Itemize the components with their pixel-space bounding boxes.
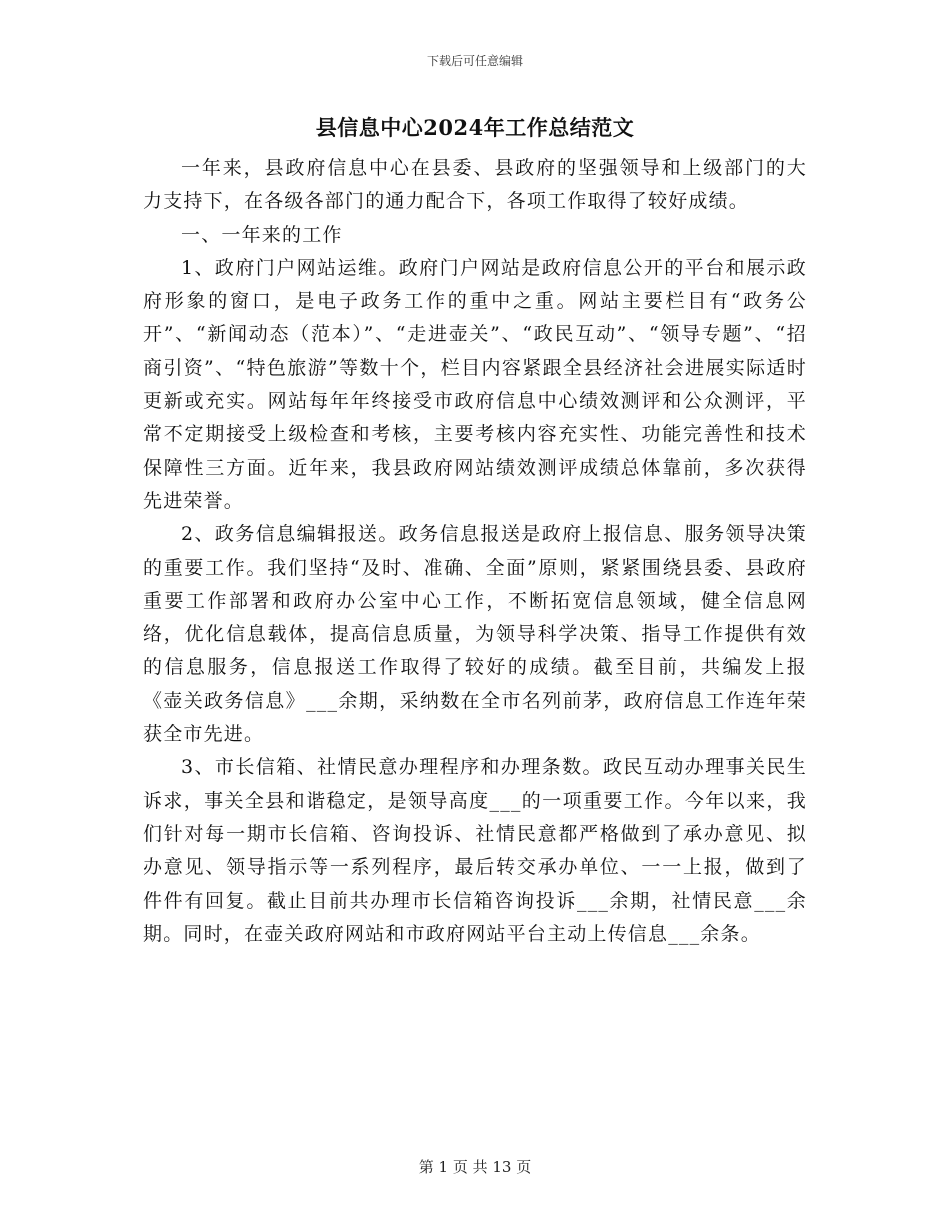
document-body	[143, 152, 807, 951]
document-title: 县信息中心2024年工作总结范文	[315, 115, 635, 140]
page-number: 第 1 页 共 13 页	[418, 1158, 532, 1176]
section-heading: 一、一年来的工作	[181, 223, 343, 246]
paragraph-website: 1、政府门户网站运维。政府门户网站是政府信息公开的平台和展示政府形象的窗口，是电子政务工作的重中之重。网站主要栏目有“政务公开”、“新闻动态（范本）”、“走进壶关”、“政民互动”、“领导专题”、“招商引资”、“特色旅游”等数十个，栏目内容紧跟全县经济社会进展实际适时更新或充实。网站每年年终接受市政府信息中心绩效测评和公众测评，平常不定期接受上级检查和考核，主要考核内容充实性、功能完善性和技术保障性三方面。近年来，我县政府网站绩效测评成绩总体靠前，多次获得先进荣誉。	[143, 256, 807, 512]
paragraph-mayor-mailbox: 3、市长信箱、社情民意办理程序和办理条数。政民互动办理事关民生诉求，事关全县和谐稳定，是领导高度___的一项重要工作。今年以来，我们针对每一期市长信箱、咨询投诉、社情民意都严格做到了承办意见、拟办意见、领导指示等一系列程序，最后转交承办单位、一一上报，做到了件件有回复。截止目前共办理市长信箱咨询投诉___余期，社情民意___余期。同时，在壶关政府网站和市政府网站平台主动上传信息___余条。	[143, 756, 807, 945]
paragraph-info-report: 2、政务信息编辑报送。政务信息报送是政府上报信息、服务领导决策的重要工作。我们坚持“及时、准确、全面”原则，紧紧围绕县委、县政府重要工作部署和政府办公室中心工作，不断拓宽信息领域，健全信息网络，优化信息载体，提高信息质量，为领导科学决策、指导工作提供有效的信息服务，信息报送工作取得了较好的成绩。截至目前，共编发上报《壶关政务信息》___余期，采纳数在全市名列前茅，政府信息工作连年荣获全市先进。	[143, 523, 807, 746]
header-note: 下载后可任意编辑	[426, 54, 523, 68]
paragraph-intro: 一年来，县政府信息中心在县委、县政府的坚强领导和上级部门的大力支持下，在各级各部门的通力配合下，各项工作取得了较好成绩。	[143, 157, 807, 213]
